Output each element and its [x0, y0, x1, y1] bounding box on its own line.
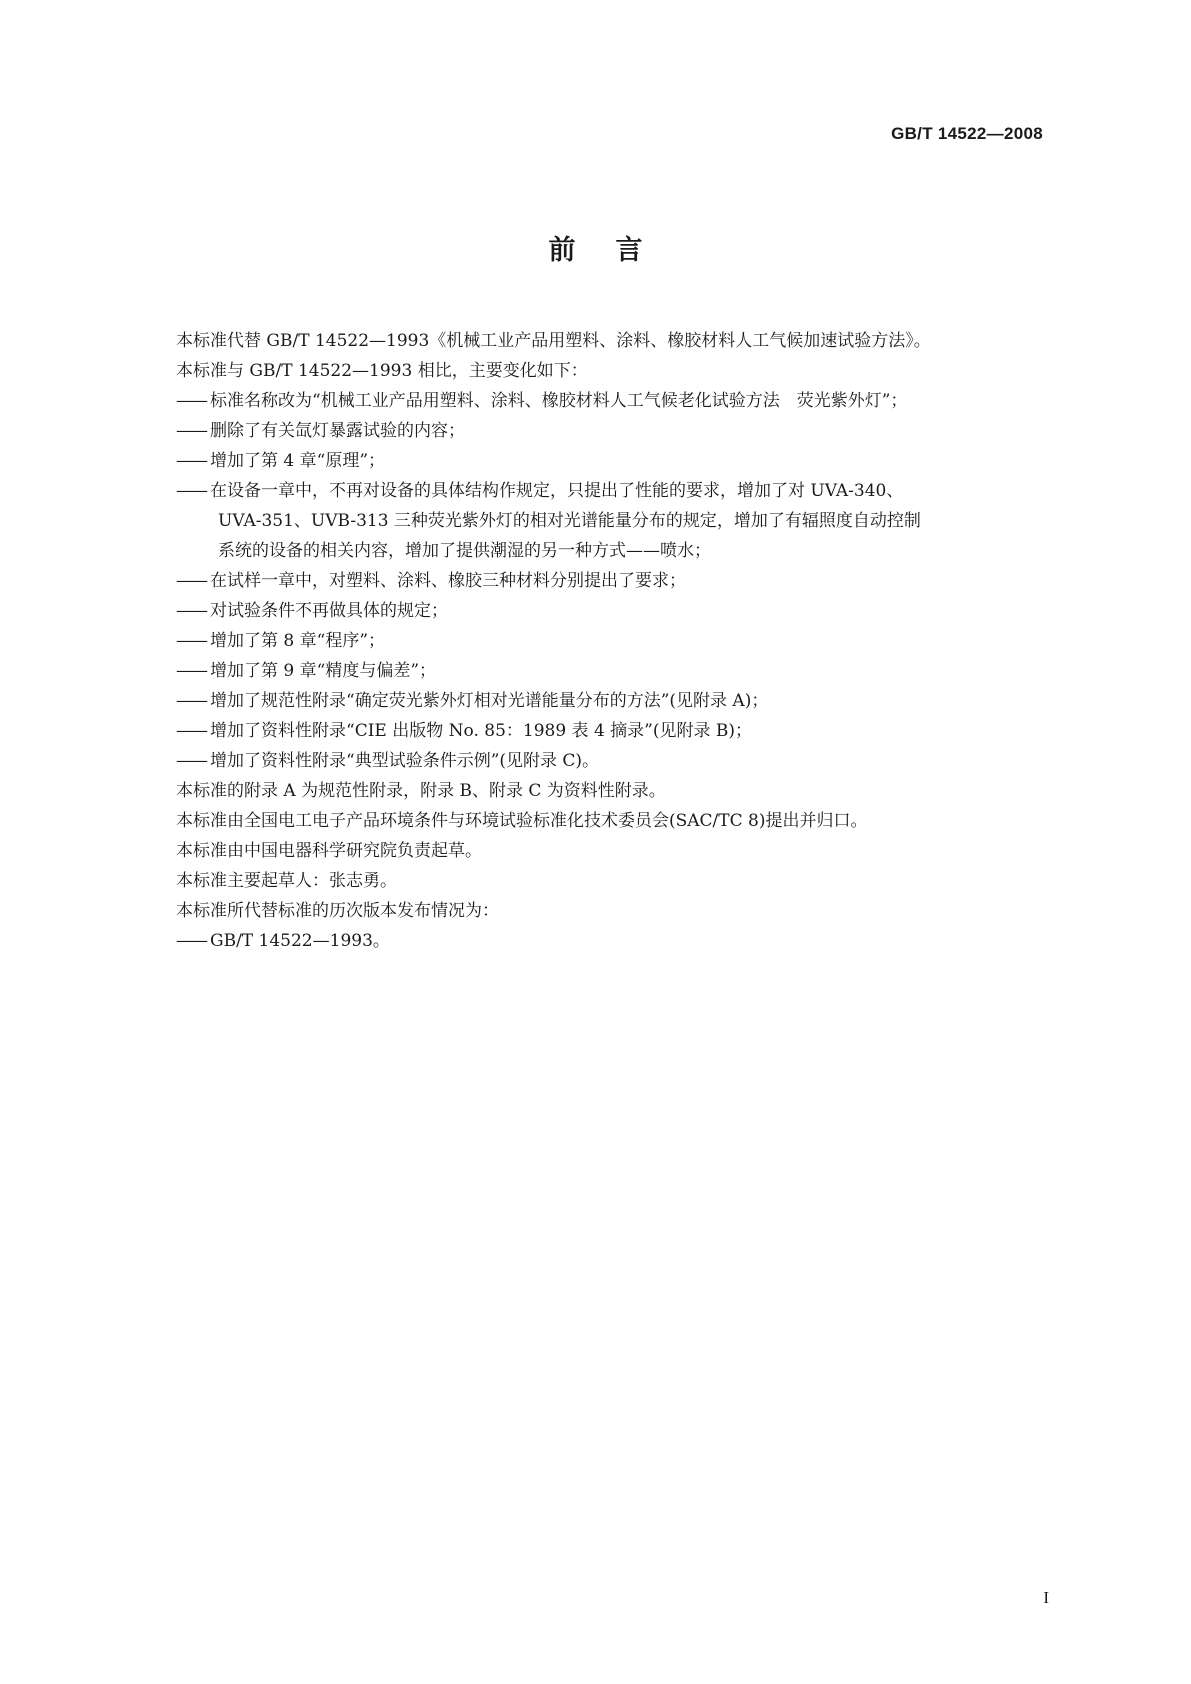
paragraph: 本标准代替 GB/T 14522—1993《机械工业产品用塑料、涂料、橡胶材料人工气候加速试验方法》。	[176, 331, 931, 351]
standard-number: GB/T 14522—2008	[891, 124, 1043, 143]
paragraph: 本标准由中国电器科学研究院负责起草。	[176, 841, 482, 861]
list-item-continuation: 系统的设备的相关内容，增加了提供潮湿的另一种方式——喷水；	[218, 541, 711, 561]
list-item-text: 增加了规范性附录“确定荧光紫外灯相对光谱能量分布的方法”(见附录 A)；	[210, 691, 769, 711]
list-item	[176, 446, 1056, 476]
list-item-continuation: UVA-351、UVB-313 三种荧光紫外灯的相对光谱能量分布的规定，增加了有辐照度自动控制	[218, 511, 921, 531]
list-item-text: 增加了第 9 章“精度与偏差”；	[210, 661, 437, 681]
list-item	[176, 746, 1056, 776]
page-number: I	[1043, 1588, 1049, 1607]
list-item-text: 在设备一章中，不再对设备的具体结构作规定，只提出了性能的要求，增加了对 UVA-340、	[210, 481, 904, 501]
list-item-text: 增加了第 4 章“原理”；	[210, 451, 386, 471]
paragraph: 本标准所代替标准的历次版本发布情况为：	[176, 901, 499, 921]
dash-marker: ——	[176, 721, 206, 741]
paragraph: 本标准主要起草人：张志勇。	[176, 871, 397, 891]
list-item-text: 标准名称改为“机械工业产品用塑料、涂料、橡胶材料人工气候老化试验方法 荧光紫外灯”；	[210, 391, 908, 411]
list-item	[176, 656, 1056, 686]
list-item	[176, 686, 1056, 716]
list-item	[176, 626, 1056, 656]
page-title: 前言	[548, 235, 683, 266]
list-item	[176, 476, 1056, 506]
dash-marker: ——	[176, 391, 206, 411]
dash-marker: ——	[176, 481, 206, 501]
paragraph: 本标准由全国电工电子产品环境条件与环境试验标准化技术委员会(SAC/TC 8)提出并归口。	[176, 811, 868, 831]
foreword-body	[176, 326, 1056, 956]
dash-marker: ——	[176, 661, 206, 681]
dash-marker: ——	[176, 451, 206, 471]
list-item-text: 增加了资料性附录“CIE 出版物 No. 85：1989 表 4 摘录”(见附录 B)；	[210, 721, 753, 741]
list-item-text: 在试样一章中，对塑料、涂料、橡胶三种材料分别提出了要求；	[210, 571, 686, 591]
dash-marker: ——	[176, 571, 206, 591]
list-item	[176, 926, 1056, 956]
paragraph: 本标准的附录 A 为规范性附录，附录 B、附录 C 为资料性附录。	[176, 781, 666, 801]
dash-marker: ——	[176, 601, 206, 621]
dash-marker: ——	[176, 631, 206, 651]
list-item-text: 增加了资料性附录“典型试验条件示例”(见附录 C)。	[210, 751, 600, 771]
list-item-text: GB/T 14522—1993。	[210, 931, 390, 951]
list-item-text: 对试验条件不再做具体的规定；	[210, 601, 448, 621]
dash-marker: ——	[176, 691, 206, 711]
list-item	[176, 416, 1056, 446]
list-item	[176, 596, 1056, 626]
dash-marker: ——	[176, 421, 206, 441]
list-item-text: 增加了第 8 章“程序”；	[210, 631, 386, 651]
list-item	[176, 566, 1056, 596]
dash-marker: ——	[176, 751, 206, 771]
list-item	[176, 716, 1056, 746]
paragraph: 本标准与 GB/T 14522—1993 相比，主要变化如下：	[176, 361, 588, 381]
list-item	[176, 386, 1056, 416]
list-item-text: 删除了有关氙灯暴露试验的内容；	[210, 421, 465, 441]
dash-marker: ——	[176, 931, 206, 951]
